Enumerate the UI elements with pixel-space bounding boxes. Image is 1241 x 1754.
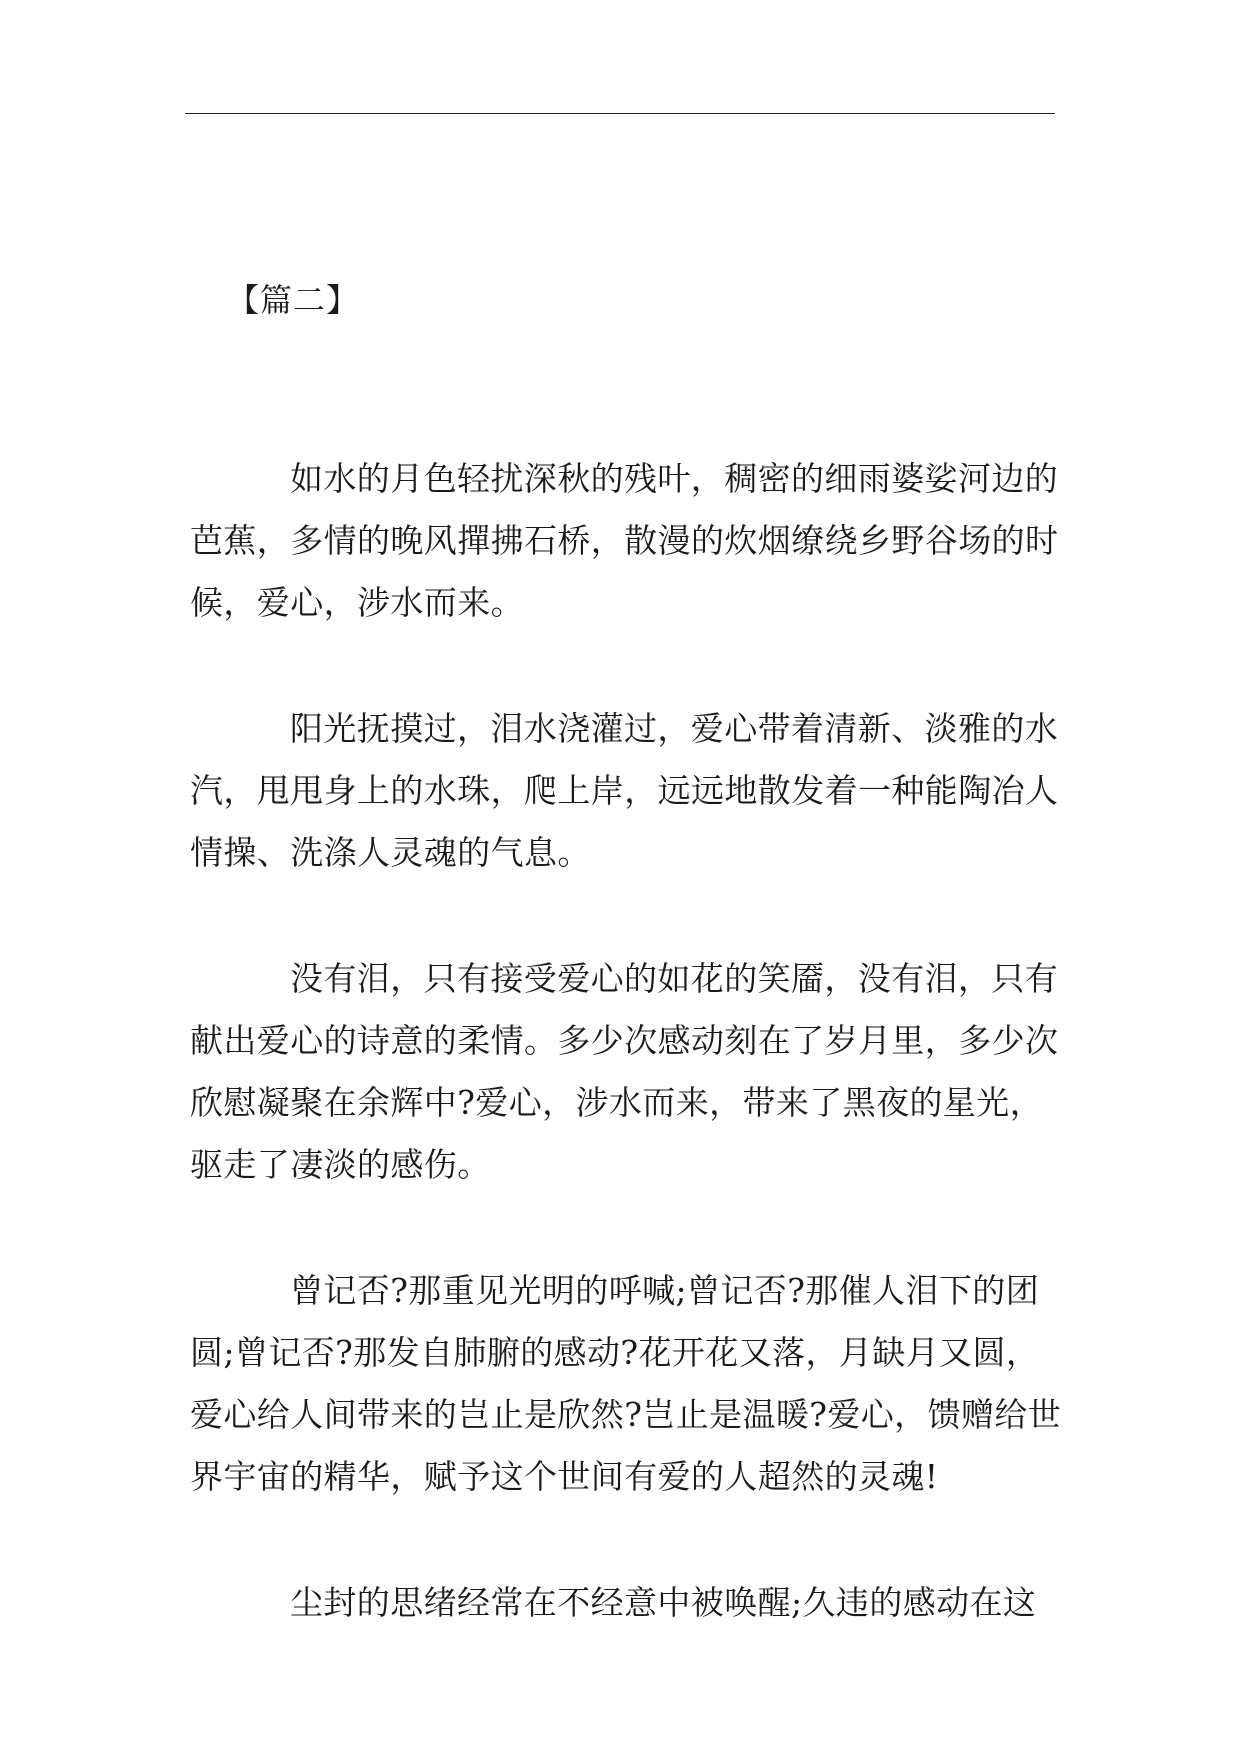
paragraph-line: 如水的月色轻扰深秋的残叶，稠密的细雨婆娑河边的	[290, 459, 1059, 498]
article-body	[190, 448, 1062, 1698]
paragraph-3	[190, 948, 1059, 1196]
paragraph-1	[190, 448, 1059, 634]
paragraph-line: 芭蕉，多情的晚风撣拂石桥，散漫的炊烟缭绕乡野谷场的时	[190, 521, 1059, 560]
paragraph-5	[190, 1572, 1056, 1634]
paragraph-line: 驱走了凄淡的感伤。	[190, 1145, 491, 1184]
paragraph-line: 献出爱心的诗意的柔情。多少次感动刻在了岁月里，多少次	[190, 1021, 1059, 1060]
paragraph-line: 尘封的思绪经常在不经意中被唤醒;久违的感动在这	[290, 1583, 1037, 1622]
header-divider	[185, 113, 1055, 114]
paragraph-line: 爱心给人间带来的岂止是欣然?岂止是温暖?爱心，馈赠给世	[190, 1395, 1062, 1434]
paragraph-line: 阳光抚摸过，泪水浇灌过，爱心带着清新、淡雅的水	[290, 709, 1059, 748]
paragraph-2	[190, 698, 1059, 884]
paragraph-line: 曾记否?那重见光明的呼喊;曾记否?那催人泪下的团	[290, 1271, 1040, 1310]
paragraph-line: 候，爱心，涉水而来。	[190, 583, 524, 622]
section-heading: 【篇二】	[227, 281, 360, 319]
paragraph-line: 欣慰凝聚在余辉中?爱心，涉水而来，带来了黑夜的星光，	[190, 1083, 1044, 1122]
paragraph-line: 圆;曾记否?那发自肺腑的感动?花开花又落，月缺月又圆，	[190, 1333, 1040, 1372]
paragraph-line: 汽，甩甩身上的水珠，爬上岸，远远地散发着一种能陶冶人	[190, 771, 1059, 810]
paragraph-line: 界宇宙的精华，赋予这个世间有爱的人超然的灵魂!	[190, 1457, 939, 1496]
paragraph-4	[190, 1260, 1062, 1508]
paragraph-line: 没有泪，只有接受爱心的如花的笑靥，没有泪，只有	[290, 959, 1059, 998]
paragraph-line: 情操、洗涤人灵魂的气息。	[190, 833, 591, 872]
